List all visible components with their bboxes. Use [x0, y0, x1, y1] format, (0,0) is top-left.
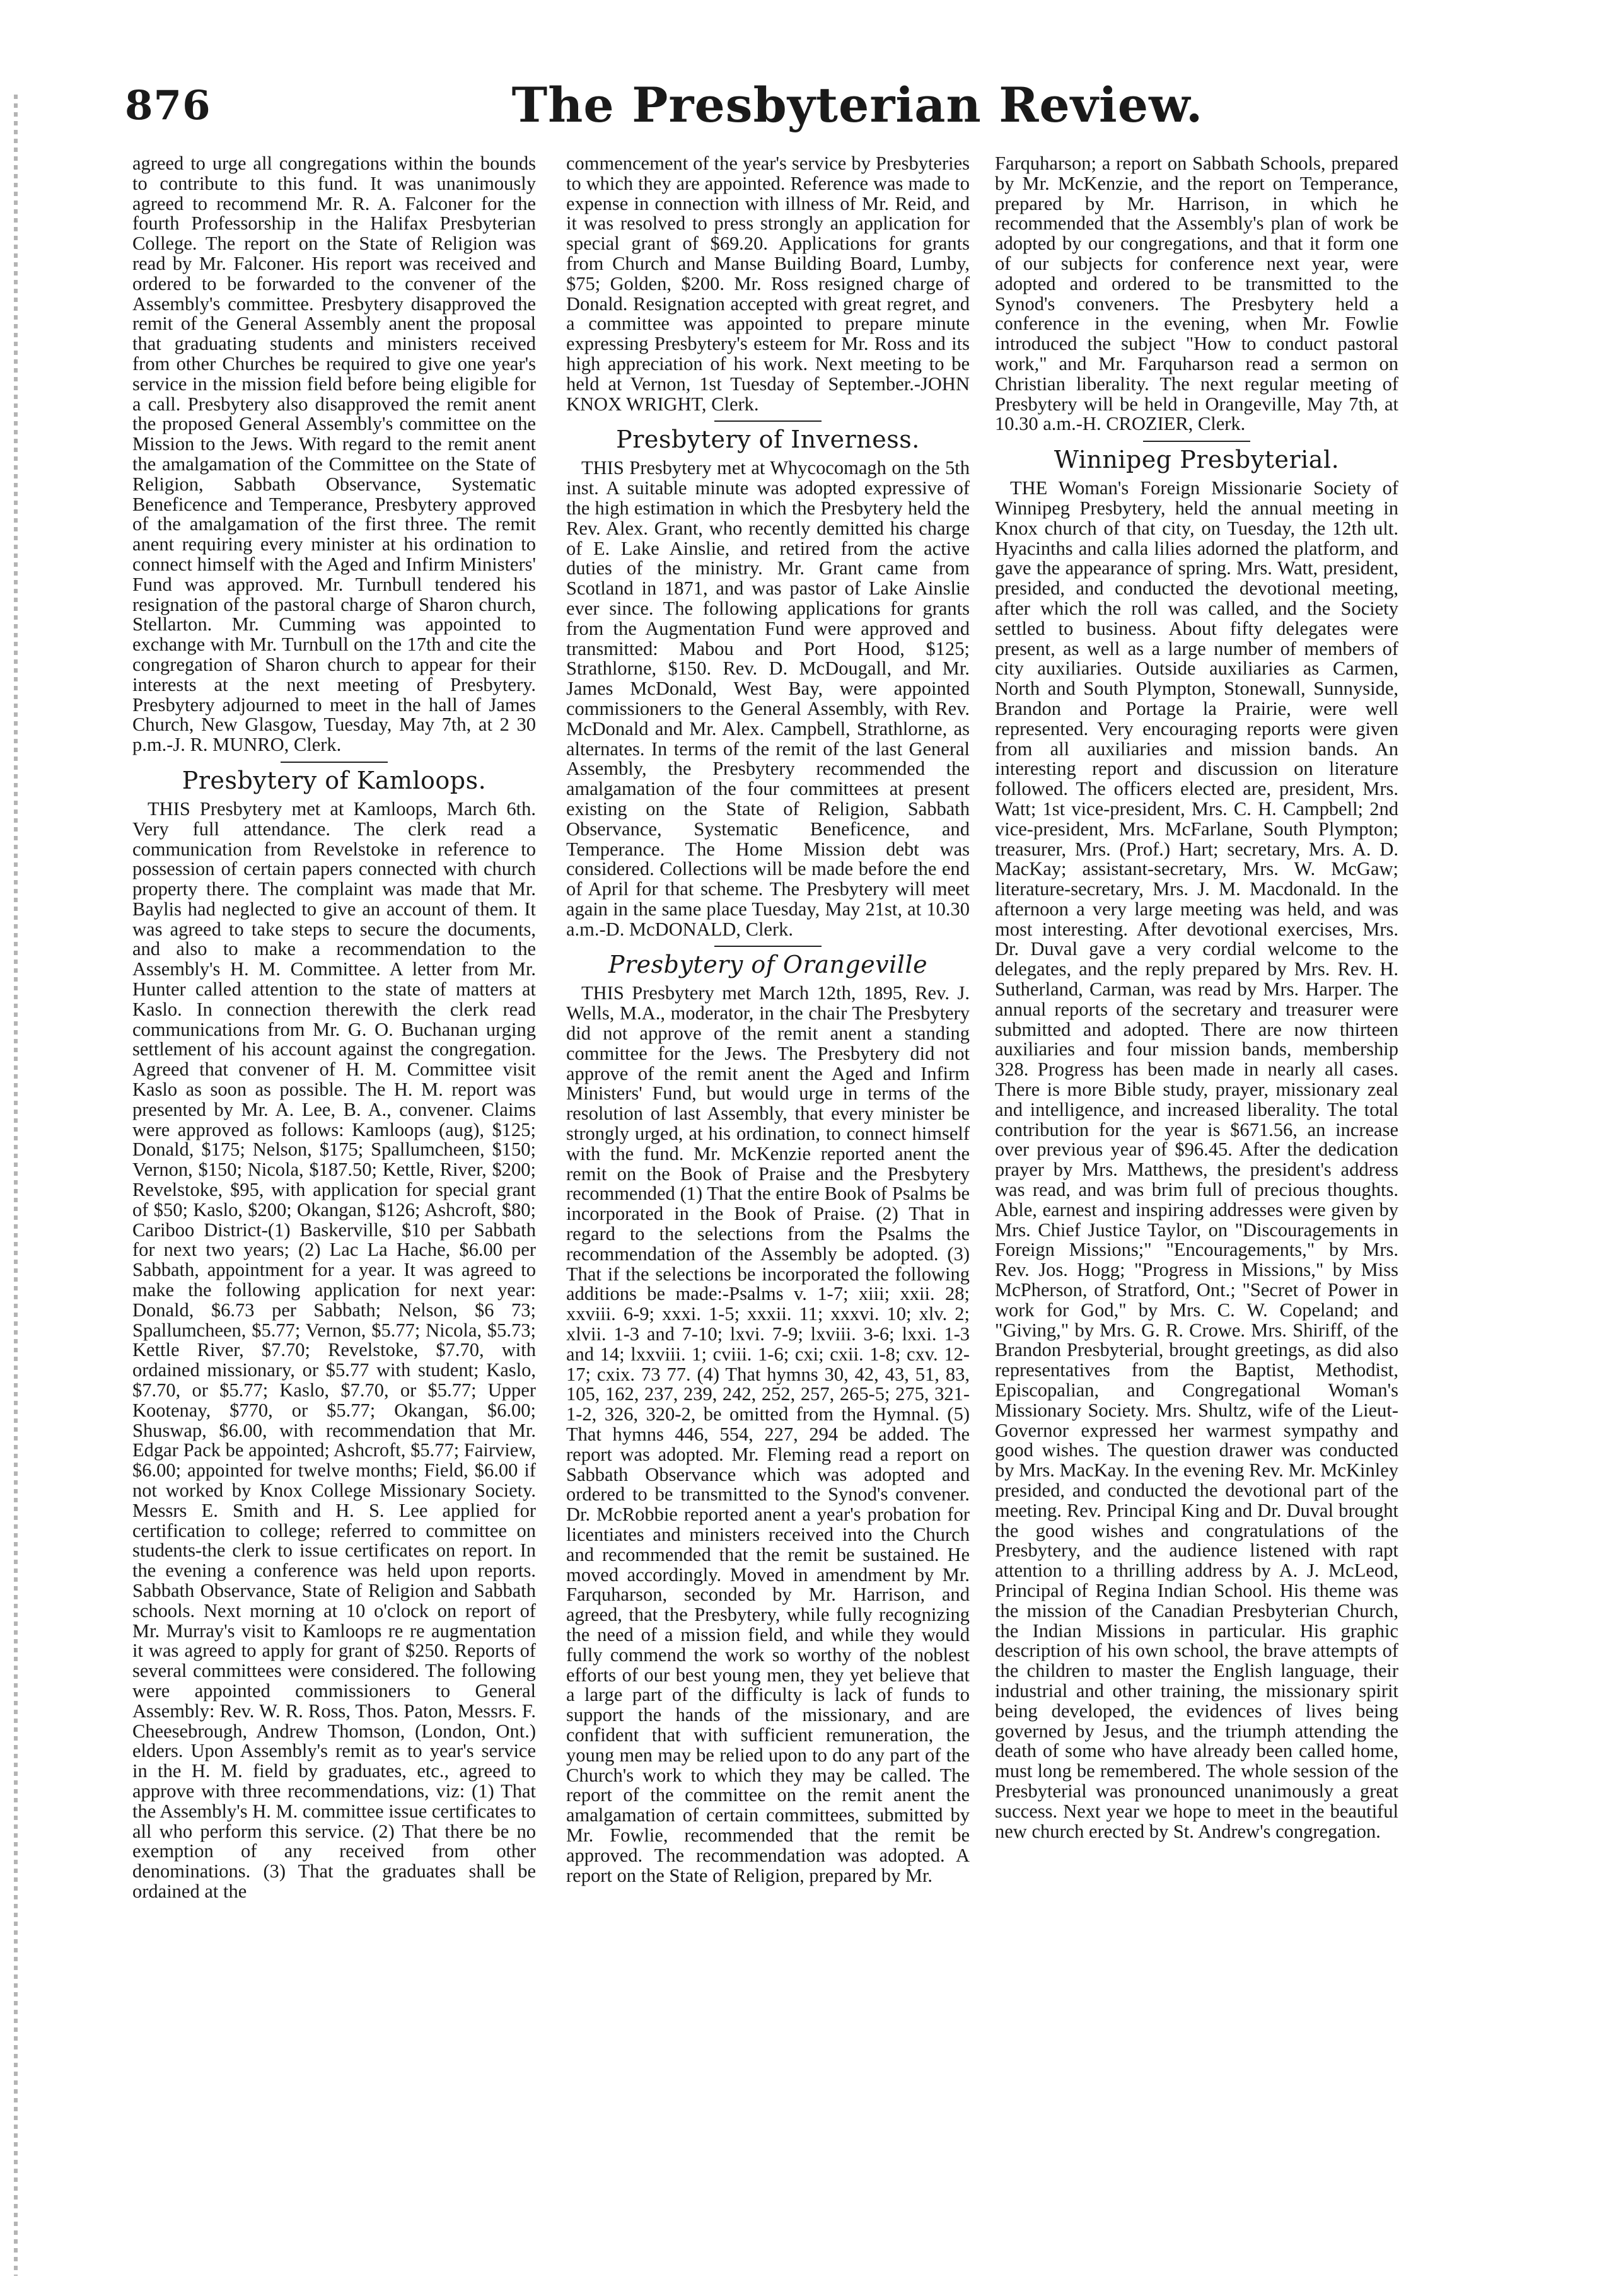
- section-divider: [1143, 441, 1250, 442]
- section-divider: [714, 946, 822, 947]
- column-2: [566, 154, 970, 1886]
- column-1: [132, 154, 536, 1902]
- article-continuation: commencement of the year's service by Presbyteries to which they are appointed. Reference was made to expense in connection with illness of Mr. Reid, and it was resolved to press strongly an application for special grant of $69.20. Applications for grants from Church and Manse Building Board, Lumby, $75; Golden, $200. Mr. Ross resigned charge of Donald. Resignation accepted with great regret, and a committee was appointed to prepare minute expressing Presbytery's esteem for Mr. Ross and its high appreciation of his work. Next meeting to be held at Vernon, 1st Tuesday of September.-JOHN KNOX WRIGHT, Clerk.: [566, 153, 970, 415]
- article-inverness: THIS Presbytery met at Whycocomagh on the 5th inst. A suitable minute was adopted expressive of the high estimation in which the Presbytery held the Rev. Alex. Grant, who recently demitted his charge of E. Lake Ainslie, and retired from the active duties of the ministry. Mr. Grant came from Scotland in 1871, and was pastor of Lake Ainslie ever since. The following applications for grants from the Augmentation Fund were approved and transmitted: Mabou and Port Hood, $125; Strathlorne, $150. Rev. D. McDougall, and Mr. James McDonald, West Bay, were appointed commissioners to the General Assembly, with Rev. McDonald and Mr. Alex. Campbell, Strathlorne, as alternates. In terms of the remit of the last General Assembly, the Presbytery recommended the amalgamation of the four committees at present existing on the State of Religion, Sabbath Observance, Systematic Beneficence, and Temperance. The Home Mission debt was considered. Collections will be made before the end of April for that scheme. The Presbytery will meet again in the same place Tuesday, May 21st, at 10.30 a.m.-D. McDONALD, Clerk.: [566, 457, 970, 940]
- article-winnipeg: THE Woman's Foreign Missionarie Society of Winnipeg Presbytery, held the annual meeting in Knox church of that city, on Tuesday, the 12th ult. Hyacinths and calla lilies adorned the platform, and gave the appearance of spring. Mrs. Watt, president, presided, and conducted the devotional meeting, after which the roll was called, and the Society settled to business. About fifty delegates were present, as well as a large number of members of city auxiliaries. Outside auxiliaries as Carmen, North and South Plympton, Stonewall, Sunnyside, Brandon and Portage la Prairie, were well represented. Very encouraging reports were given from all auxiliaries and mission bands. An interesting report and discussion on literature followed. The officers elected are, president, Mrs. Watt; 1st vice-president, Mrs. C. H. Campbell; 2nd vice-president, Mrs. McFarlane, South Plympton; treasurer, Mrs. (Prof.) Hart; secretary, Mrs. A. D. MacKay; assistant-secretary, Mrs. W. McGaw; literature-secretary, Mrs. J. M. Macdonald. In the afternoon a very large meeting was held, and was most interesting. After devotional exercises, Mrs. Dr. Duval gave a very cordial welcome to the delegates, and the reply prepared by Mrs. Rev. H. Sutherland, Carman, was read by Mrs. Harper. The annual reports of the secretary and treasurer were submitted and adopted. There are now thirteen auxiliaries and four mission bands, membership 328. Progress has been made in nearly all cases. There is more Bible study, prayer, missionary zeal and intelligence, and increased liberality. The total contribution for the year is $671.56, an increase over previous year of $96.45. After the dedication prayer by Mrs. Matthews, the president's address was read, and was brim full of precious thoughts. Able, earnest and inspiring addresses were given by Mrs. Chief Justice Taylor, on "Discouragements in Foreign Missions;" "Encouragements," by Mrs. Rev. Jos. Hogg; "Progress in Missions," by Miss McPherson, of Stratford, Ont.; "Secret of Power in work for God," by Mrs. C. W. Copeland; and "Giving," by Mrs. G. R. Crowe. Mrs. Shiriff, of the Brandon Presbyterial, brought greetings, as did also representatives from the Baptist, Methodist, Episcopalian, and Congregational Woman's Missionary Society. Mrs. Shultz, wife of the Lieut-Governor expressed her warmest sympathy and good wishes. The question drawer was conducted by Mrs. MacKay. In the evening Rev. Mr. McKinley presided, and conducted the devotional part of the meeting. Rev. Principal King and Dr. Duval brought the good wishes and congratulations of the Presbytery, and the audience listened with rapt attention to a thrilling address by A. J. McLeod, Principal of Regina Indian School. His theme was the mission of the Canadian Presbyterian Church, the Indian Missions in particular. His graphic description of his own school, the brave attempts of the children to master the English language, their industrial and other training, the missionary spirit being developed, the evidences of lives being governed by Jesus, and the triumph attending the death of some who have already been called home, must long be remembered. The whole session of the Presbyterial was pronounced unanimously a great success. Next year we hope to meet in the beautiful new church erected by St. Andrew's congregation.: [995, 477, 1398, 1842]
- section-divider: [714, 420, 822, 422]
- article-continuation: Farquharson; a report on Sabbath Schools, prepared by Mr. McKenzie, and the report on Temperance, prepared by Mr. Harrison, in which he recommended that the Assembly's plan of work be adopted by our congregations, and that it form one of our subjects for conference next year, were adopted and ordered to be transmitted to the Synod's conveners. The Presbytery held a conference in the evening, when Mr. Fowlie introduced the subject "How to conduct pastoral work," and Mr. Farquharson read a sermon on Christian liberality. The next regular meeting of Presbytery will be held in Orangeville, May 7th, at 10.30 a.m.-H. CROZIER, Clerk.: [995, 153, 1398, 435]
- section-title-inverness: Presbytery of Inverness.: [616, 426, 920, 454]
- section-divider: [281, 762, 388, 763]
- column-3: [995, 154, 1398, 1841]
- section-title-kamloops: Presbytery of Kamloops.: [182, 766, 487, 794]
- section-title-winnipeg: Winnipeg Presbyterial.: [1054, 446, 1340, 474]
- section-title-orangeville: Presbytery of Orangeville: [608, 951, 928, 979]
- binding-edge: [14, 95, 18, 2276]
- article-orangeville: THIS Presbytery met March 12th, 1895, Rev. J. Wells, M.A., moderator, in the chair The Presbytery did not approve of the remit anent a standing committee for the Jews. The Presbytery did not approve of the remit anent the Aged and Infirm Ministers' Fund, but would urge in terms of the resolution of last Assembly, that every minister be strongly urged, at his ordination, to connect himself with the fund. Mr. McKenzie reported anent the remit on the Book of Praise and the Presbytery recommended (1) That the entire Book of Psalms be incorporated in the Book of Praise. (2) That in regard to the selections from the Psalms the recommendation of the Assembly be adopted. (3) That if the selections be incorporated the following additions be made:-Psalms v. 1-7; xiii; xxii. 28; xxviii. 6-9; xxxi. 1-5; xxxii. 11; xxxvi. 10; xlv. 2; xlvii. 1-3 and 7-10; lxvi. 7-9; lxviii. 3-6; lxxi. 1-3 and 14; lxxviii. 1; cviii. 1-6; cxi; cxii. 1-8; cxv. 12-17; cxix. 73 77. (4) That hymns 30, 42, 43, 51, 83, 105, 162, 237, 239, 242, 252, 257, 265-5; 275, 321-1-2, 326, 320-2, be omitted from the Hymnal. (5) That hymns 446, 554, 227, 294 be added. The report was adopted. Mr. Fleming read a report on Sabbath Observance which was adopted and ordered to be transmitted to the Synod's convener. Dr. McRobbie reported anent a year's probation for licentiates and ministers received into the Church and recommended that the remit be sustained. He moved accordingly. Moved in amendment by Mr. Farquharson, seconded by Mr. Harrison, and agreed, that the Presbytery, while fully recognizing the need of a mission field, and while they would fully commend the work so worthy of the noblest efforts of our best young men, they yet believe that a large part of the difficulty is lack of funds to support the hands of the missionary, and are confident that with sufficient remuneration, the young men may be relied upon to do any part of the Church's work to which they may be called. The report of the committee on the remit anent the amalgamation of certain committees, submitted by Mr. Fowlie, recommended that the remit be approved. The recommendation was adopted. A report on the State of Religion, prepared by Mr.: [566, 982, 970, 1886]
- article-continuation: agreed to urge all congregations within the bounds to contribute to this fund. It was unanimously agreed to recommend Mr. R. A. Falconer for the fourth Professorship in the Halifax Presbyterian College. The report on the State of Religion was read by Mr. Falconer. His report was received and ordered to be forwarded to the convener of the Assembly's committee. Presbytery disapproved the remit of the General Assembly anent the proposal that graduating students and ministers received from other Churches be required to give one year's service in the mission field before being eligible for a call. Presbytery also disapproved the remit anent the proposed General Assembly's committee on the Mission to the Jews. With regard to the remit anent the amalgamation of the Committee on the State of Religion, Sabbath Observance, Systematic Beneficence and Temperance, Presbytery approved of the amalgamation of the first three. The remit anent requiring every minister at his ordination to connect himself with the Aged and Infirm Ministers' Fund was approved. Mr. Turnbull tendered his resignation of the pastoral charge of Sharon church, Stellarton. Mr. Cumming was appointed to exchange with Mr. Turnbull on the 17th and cite the congregation of Sharon church to appear for their interests at the next meeting of Presbytery. Presbytery adjourned to meet in the hall of James Church, New Glasgow, Tuesday, May 7th, at 2 30 p.m.-J. R. MUNRO, Clerk.: [132, 153, 536, 756]
- page-number: 876: [125, 82, 211, 129]
- article-kamloops: THIS Presbytery met at Kamloops, March 6th. Very full attendance. The clerk read a communication from Revelstoke in reference to possession of certain papers connected with church property there. The complaint was made that Mr. Baylis had neglected to give an account of them. It was agreed to take steps to secure the documents, and also to make a recommendation to the Assembly's H. M. Committee. A letter from Mr. Hunter called attention to the state of matters at Kaslo. In connection therewith the clerk read communications from Mr. G. O. Buchanan urging settlement of his account against the congregation. Agreed that convener of H. M. Committee visit Kaslo as soon as possible. The H. M. report was presented by Mr. A. Lee, B. A., convener. Claims were approved as follows: Kamloops (aug), $125; Donald, $175; Nelson, $175; Spallumcheen, $150; Vernon, $150; Nicola, $187.50; Kettle, River, $200; Revelstoke, $95, with application for special grant of $50; Kaslo, $200; Okangan, $126; Ashcroft, $80; Cariboo District-(1) Baskerville, $10 per Sabbath for next two years; (2) Lac La Hache, $6.00 per Sabbath, appointment for a year. It was agreed to make the following application for next year: Donald, $6.73 per Sabbath; Nelson, $6 73; Spallumcheen, $5.77; Vernon, $5.77; Nicola, $5.73; Kettle River, $7.70; Revelstoke, $7.70, with ordained missionary, or $5.77 with student; Kaslo, $7.70, or $5.77; Kaslo, $7.70, or $5.77; Upper Kootenay, $770, or $5.77; Okangan, $6.00; Shuswap, $6.00, with recommendation that Mr. Edgar Pack be appointed; Ashcroft, $5.77; Fairview, $6.00; appointed for twelve months; Field, $6.00 if not worked by Knox College Missionary Society. Messrs E. Smith and H. S. Lee applied for certification to college; referred to committee on students-the clerk to issue certificates on report. In the evening a conference was held upon reports. Sabbath Observance, State of Religion and Sabbath schools. Next morning at 10 o'clock on report of Mr. Murray's visit to Kamloops re re augmentation it was agreed to apply for grant of $250. Reports of several committees were considered. The following were appointed commissioners to General Assembly: Rev. W. R. Ross, Thos. Paton, Messrs. F. Cheesebrough, Andrew Thomson, (London, Ont.) elders. Upon Assembly's remit as to year's service in the H. M. field by graduates, etc., agreed to approve with three recommendations, viz: (1) That the Assembly's H. M. committee issue certificates to all who perform this service. (2) That there be no exemption of any received from other denominations. (3) That the graduates shall be ordained at the: [132, 797, 536, 1902]
- page-title: The Presbyterian Review.: [511, 77, 1204, 133]
